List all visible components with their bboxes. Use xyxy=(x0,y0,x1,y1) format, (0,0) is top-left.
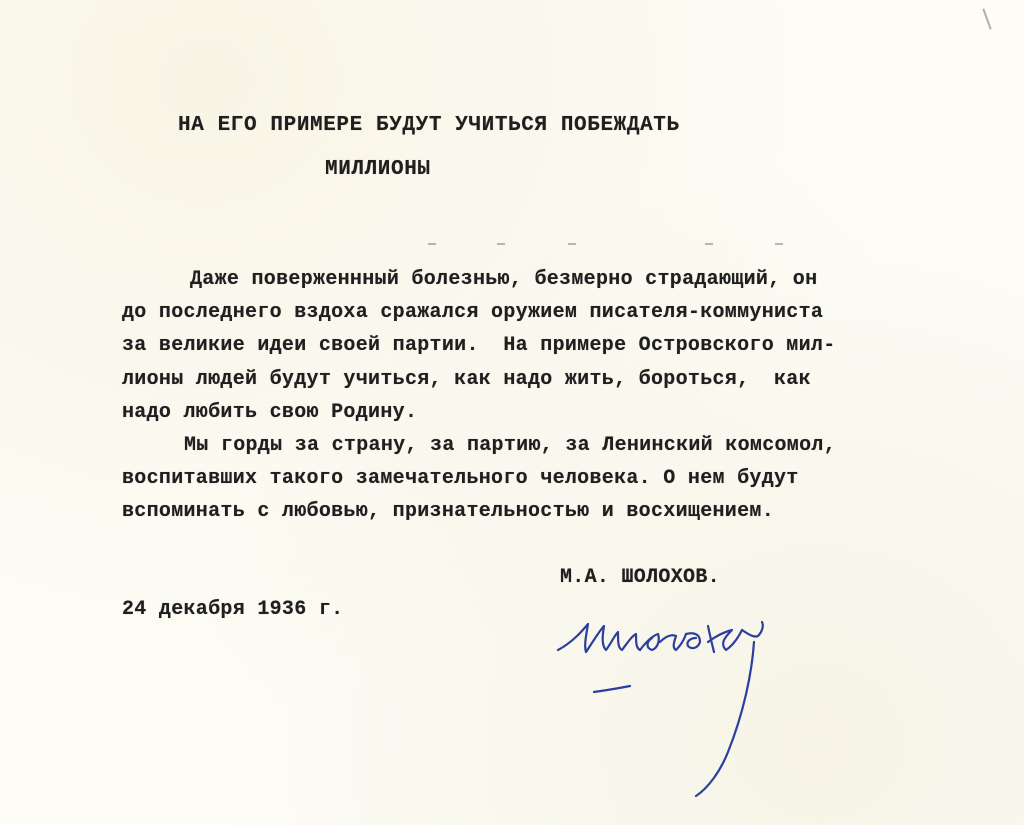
paper-speck xyxy=(497,243,505,245)
paper-speck xyxy=(705,243,713,245)
body-line-2: до последнего вздоха сражался оружием писателя-коммуниста xyxy=(122,301,824,324)
body-line-5: надо любить свою Родину. xyxy=(122,401,418,424)
paper-speck xyxy=(568,243,576,245)
title-line-2: МИЛЛИОНЫ xyxy=(325,158,431,181)
author-name: М.А. ШОЛОХОВ. xyxy=(560,566,720,589)
title-line-1: НА ЕГО ПРИМЕРЕ БУДУТ УЧИТЬСЯ ПОБЕЖДАТЬ xyxy=(178,114,680,137)
body-line-1: Даже поверженнный болезнью, безмерно страдающий, он xyxy=(190,268,818,291)
body-line-8: вспоминать с любовью, признательностью и восхищением. xyxy=(122,500,775,523)
paper-speck xyxy=(775,243,783,245)
body-line-7: воспитавших такого замечательного человека. О нем будут xyxy=(122,467,799,490)
paper-speck xyxy=(428,243,436,245)
body-line-4: лионы людей будут учиться, как надо жить, бороться, как xyxy=(122,368,811,391)
body-line-6: Мы горды за страну, за партию, за Ленинский комсомол, xyxy=(184,434,837,457)
body-line-3: за великие идеи своей партии. На примере Островского мил- xyxy=(122,334,836,357)
date-line: 24 декабря 1936 г. xyxy=(122,598,344,621)
corner-mark xyxy=(982,8,991,29)
handwritten-signature xyxy=(548,612,808,812)
